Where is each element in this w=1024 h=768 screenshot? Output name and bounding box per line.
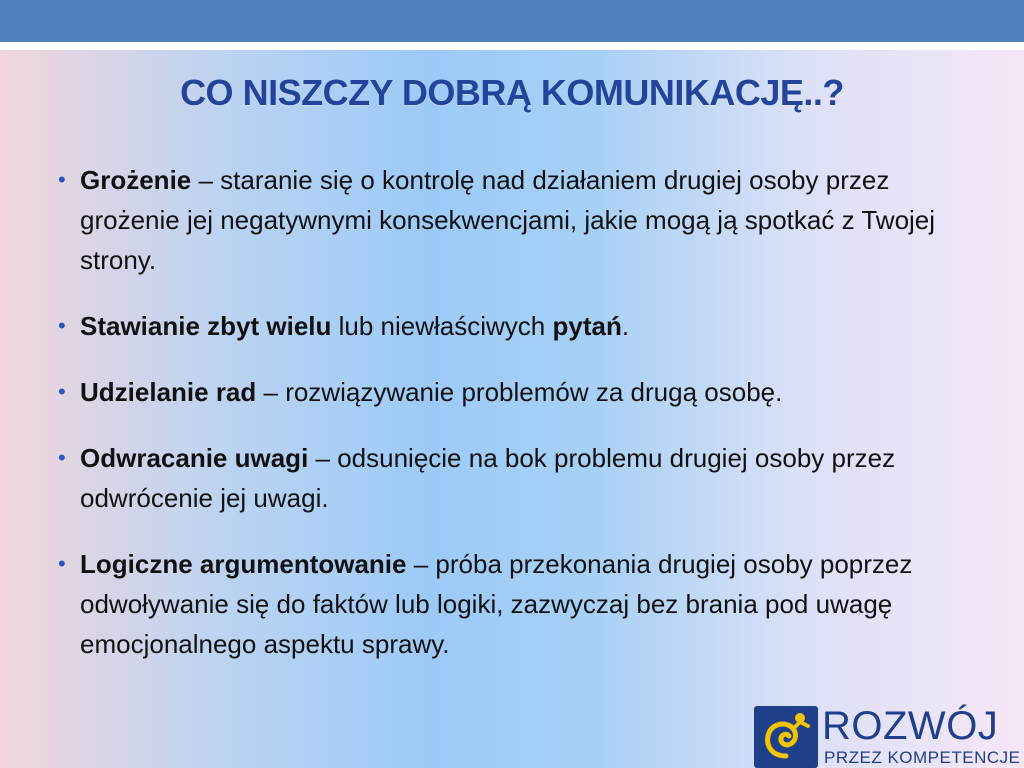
bullet-description-end: . <box>621 311 630 341</box>
bullet-marker: • <box>58 445 66 470</box>
bullet-item-grozenie <box>58 160 978 280</box>
bullet-term: Udzielanie rad <box>80 377 257 407</box>
top-accent-bar <box>0 0 1024 42</box>
bullet-item-odwracanie <box>58 438 978 518</box>
bullet-description: – próba przekonania drugiej osoby poprzez odwoływanie się do faktów lub logiki, zazwyczaj bez brania pod uwagę emocjonalnego aspektu sprawy. <box>80 549 913 659</box>
logo-subtitle: PRZEZ KOMPETENCJE <box>824 748 1021 767</box>
bullet-description: – rozwiązywanie problemów za drugą osobę. <box>256 377 783 407</box>
bullet-term: Stawianie zbyt wielu <box>80 311 332 341</box>
bullet-marker: • <box>58 167 66 192</box>
bullet-list <box>58 160 978 690</box>
bullet-marker: • <box>58 551 66 576</box>
bullet-term: Logiczne argumentowanie <box>80 549 407 579</box>
top-divider-line <box>0 42 1024 50</box>
bullet-description: lub niewłaściwych <box>331 311 553 341</box>
bullet-term: Grożenie <box>80 165 192 195</box>
bullet-item-logiczne <box>58 544 978 664</box>
bullet-marker: • <box>58 313 66 338</box>
rozwoj-logo <box>754 704 1024 768</box>
bullet-item-pytania <box>58 306 978 346</box>
spiral-person-icon <box>754 706 818 768</box>
bullet-term: Odwracanie uwagi <box>80 443 309 473</box>
logo-wordmark: ROZWÓJ <box>822 704 999 748</box>
bullet-description: – odsunięcie na bok problemu drugiej osoby przez odwrócenie jej uwagi. <box>80 443 896 513</box>
bullet-term-secondary: pytań <box>552 311 622 341</box>
bullet-item-rady <box>58 372 978 412</box>
bullet-description: – staranie się o kontrolę nad działaniem drugiej osoby przez grożenie jej negatywnymi konsekwencjami, jakie mogą ją spotkać z Twojej strony. <box>80 165 936 275</box>
bullet-marker: • <box>58 379 66 404</box>
slide-title: CO NISZCZY DOBRĄ KOMUNIKACJĘ..? <box>180 72 844 113</box>
